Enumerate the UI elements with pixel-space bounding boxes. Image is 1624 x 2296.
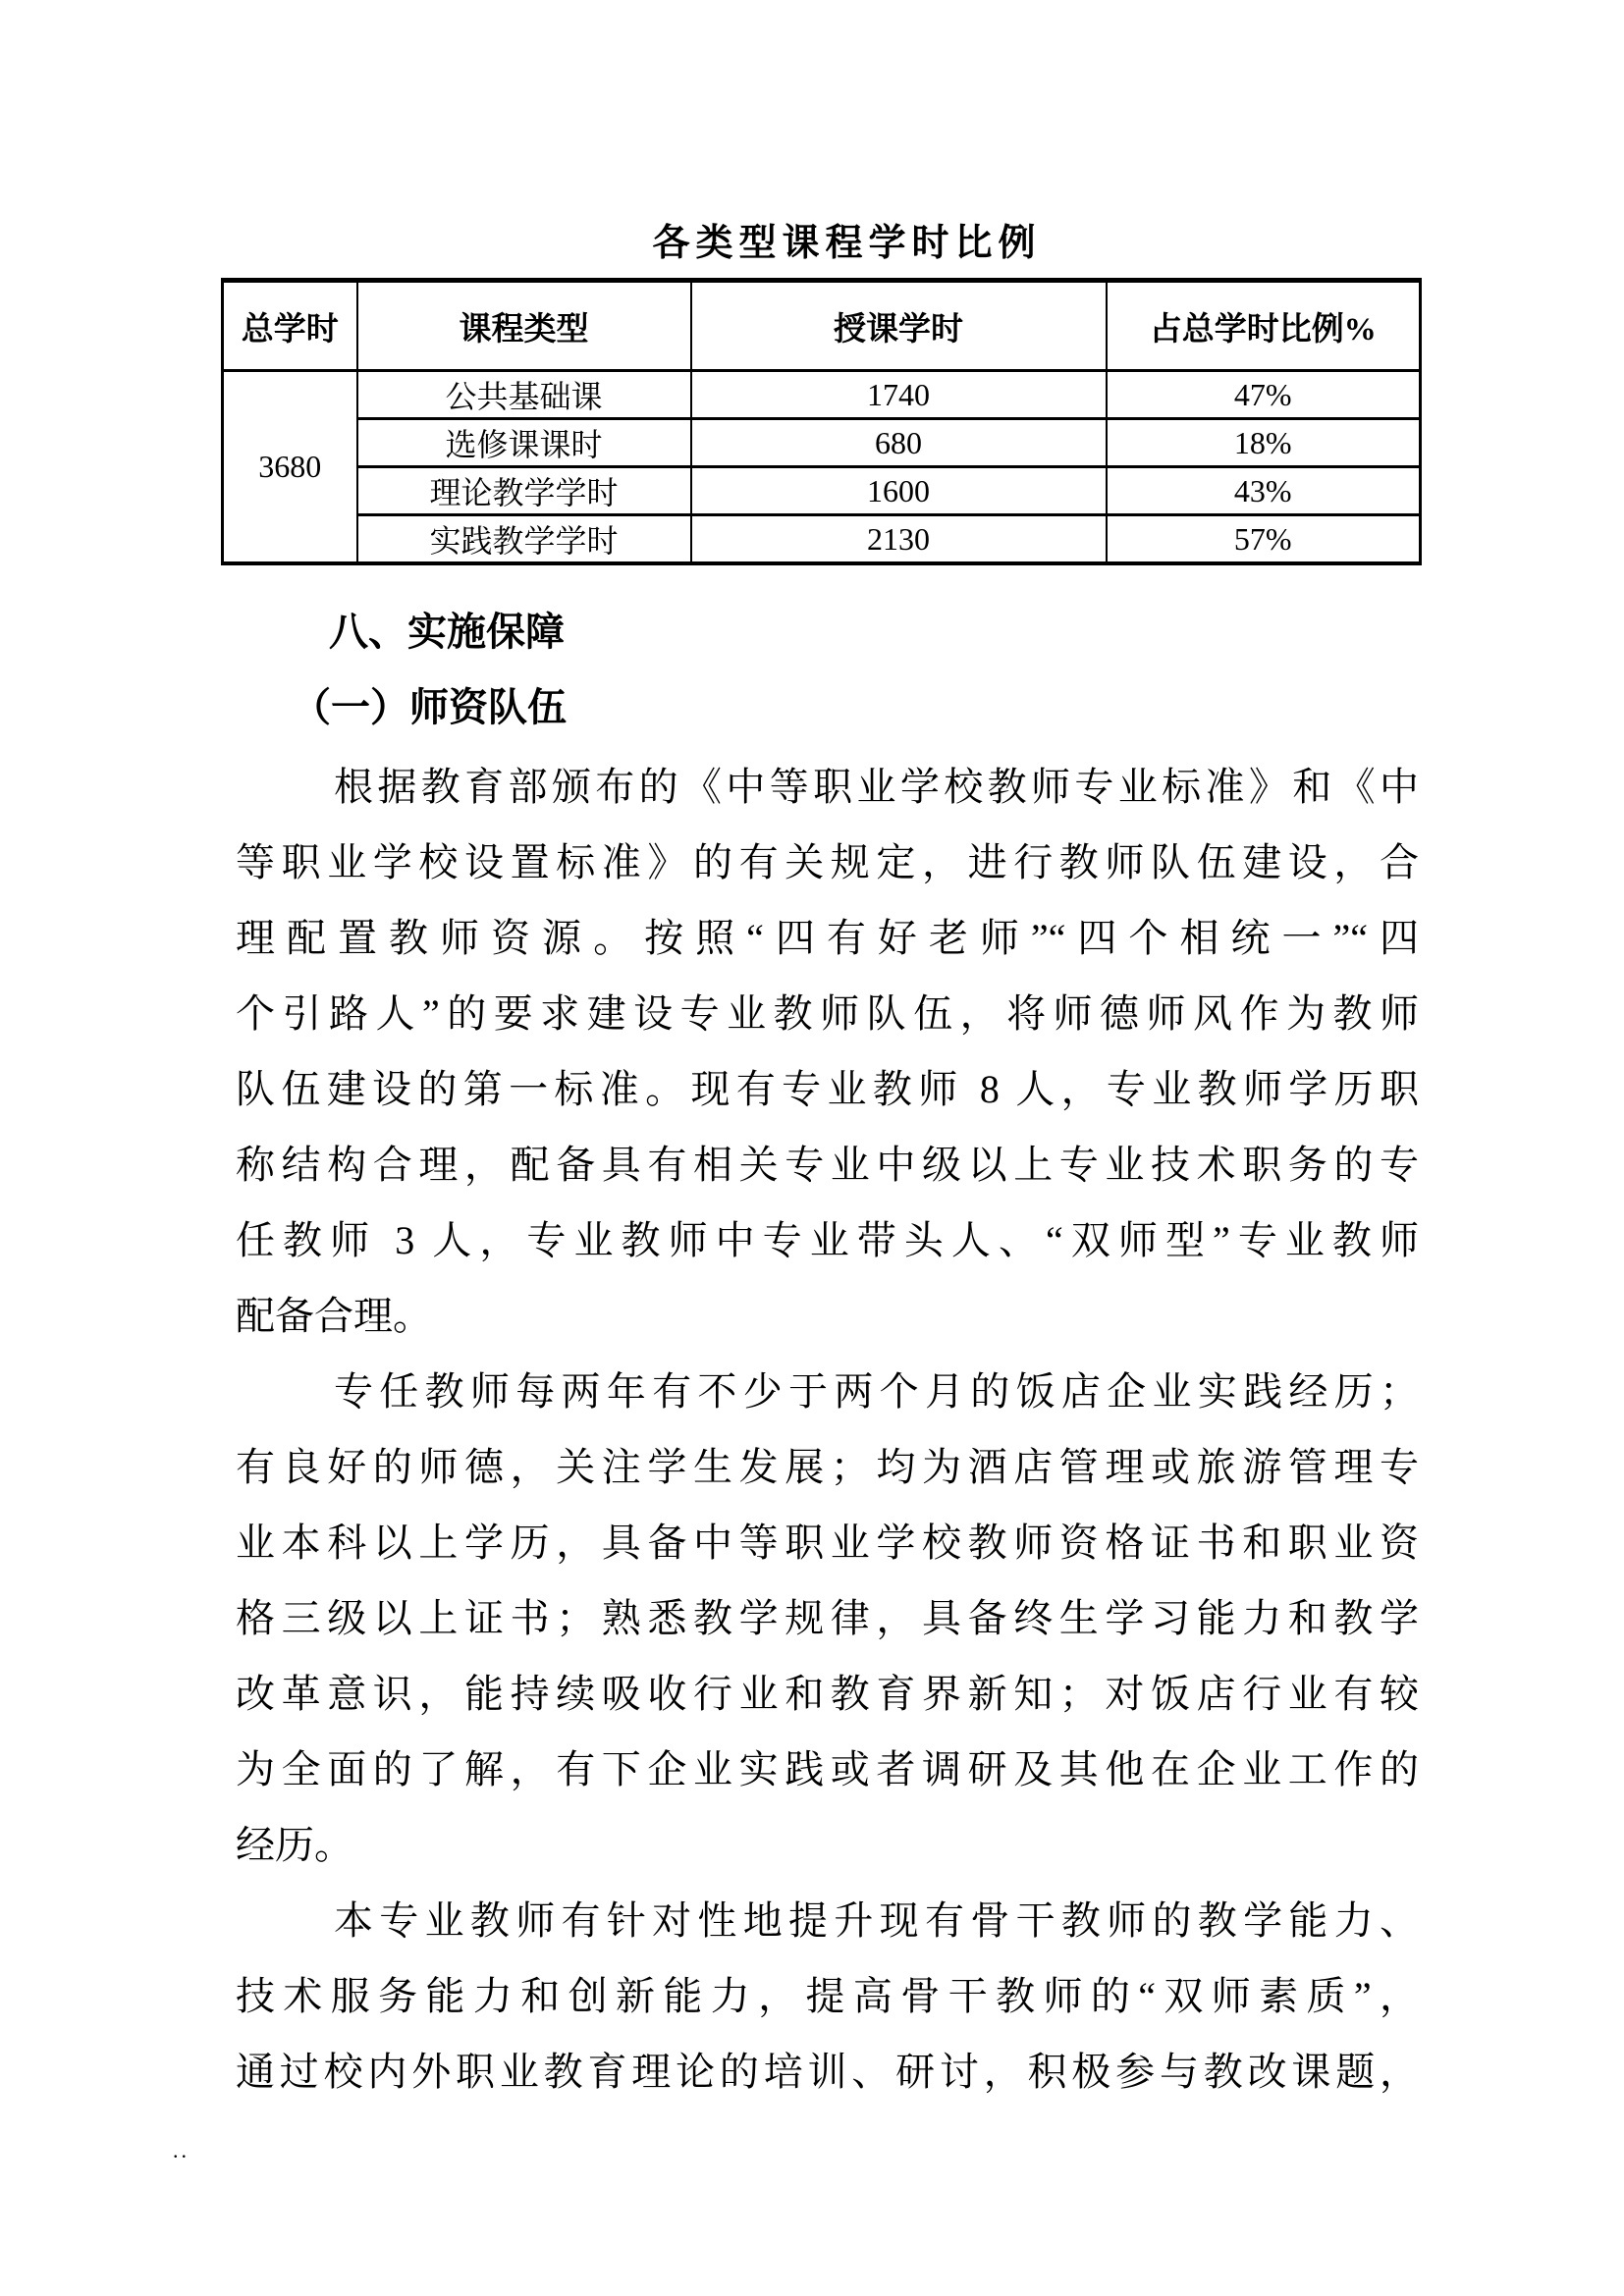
body-text [236, 749, 1419, 2109]
body-line: 技术服务能力和创新能力，提高骨干教师的“双师素质”， [236, 1974, 1419, 2018]
body-line: 配备合理。 [236, 1294, 432, 1338]
course-type-cell: 理论教学学时 [357, 467, 691, 515]
body-line: 为全面的了解，有下企业实践或者调研及其他在企业工作的 [236, 1747, 1419, 1791]
body-line: 改革意识，能持续吸收行业和教育界新知；对饭店行业有较 [236, 1672, 1419, 1716]
hours-cell: 680 [691, 419, 1107, 467]
course-hours-table [221, 278, 1422, 565]
hours-cell: 1600 [691, 467, 1107, 515]
table-header-row [223, 281, 1421, 371]
percent-cell: 18% [1107, 419, 1421, 467]
body-line: 任教师 3 人，专业教师中专业带头人、“双师型”专业教师 [236, 1218, 1419, 1262]
header-total-hours: 总学时 [223, 281, 357, 371]
course-type-cell: 公共基础课 [357, 371, 691, 419]
header-percent: 占总学时比例% [1107, 281, 1421, 371]
percent-cell: 47% [1107, 371, 1421, 419]
table-row [223, 371, 1421, 419]
body-line: 等职业学校设置标准》的有关规定，进行教师队伍建设，合 [236, 840, 1419, 884]
table-row [223, 467, 1421, 515]
body-line: 有良好的师德，关注学生发展；均为酒店管理或旅游管理专 [236, 1445, 1419, 1489]
body-line: 经历。 [236, 1823, 353, 1867]
content-column [221, 0, 1419, 2109]
header-teaching-hours: 授课学时 [691, 281, 1107, 371]
header-course-type: 课程类型 [357, 281, 691, 371]
body-line: 专任教师每两年有不少于两个月的饭店企业实践经历； [334, 1369, 1419, 1414]
body-line: 根据教育部颁布的《中等职业学校教师专业标准》和《中 [334, 765, 1419, 809]
table-caption: 各类型课程学时比例 [652, 223, 1042, 264]
percent-cell: 57% [1107, 515, 1421, 564]
course-type-cell: 实践教学学时 [357, 515, 691, 564]
section-heading: 八、实施保障 [329, 611, 565, 654]
table-row [223, 515, 1421, 564]
hours-cell: 2130 [691, 515, 1107, 564]
percent-cell: 43% [1107, 467, 1421, 515]
subsection-heading: （一）师资队伍 [292, 686, 567, 729]
body-line: 理配置教师资源。按照“四有好老师”“四个相统一”“四 [236, 916, 1419, 960]
hours-cell: 1740 [691, 371, 1107, 419]
body-line: 称结构合理，配备具有相关专业中级以上专业技术职务的专 [236, 1143, 1419, 1187]
body-line: 本专业教师有针对性地提升现有骨干教师的教学能力、 [334, 1898, 1419, 1943]
body-line: 通过校内外职业教育理论的培训、研讨，积极参与教改课题， [236, 2050, 1419, 2094]
body-line: 队伍建设的第一标准。现有专业教师 8 人，专业教师学历职 [236, 1067, 1419, 1111]
total-hours-cell: 3680 [223, 371, 357, 564]
body-line: 业本科以上学历，具备中等职业学校教师资格证书和职业资 [236, 1521, 1419, 1565]
footnote-mark: .. [173, 2138, 189, 2163]
body-line: 格三级以上证书；熟悉教学规律，具备终生学习能力和教学 [236, 1596, 1419, 1640]
body-line: 个引路人”的要求建设专业教师队伍，将师德师风作为教师 [236, 991, 1419, 1036]
course-type-cell: 选修课课时 [357, 419, 691, 467]
table-row [223, 419, 1421, 467]
